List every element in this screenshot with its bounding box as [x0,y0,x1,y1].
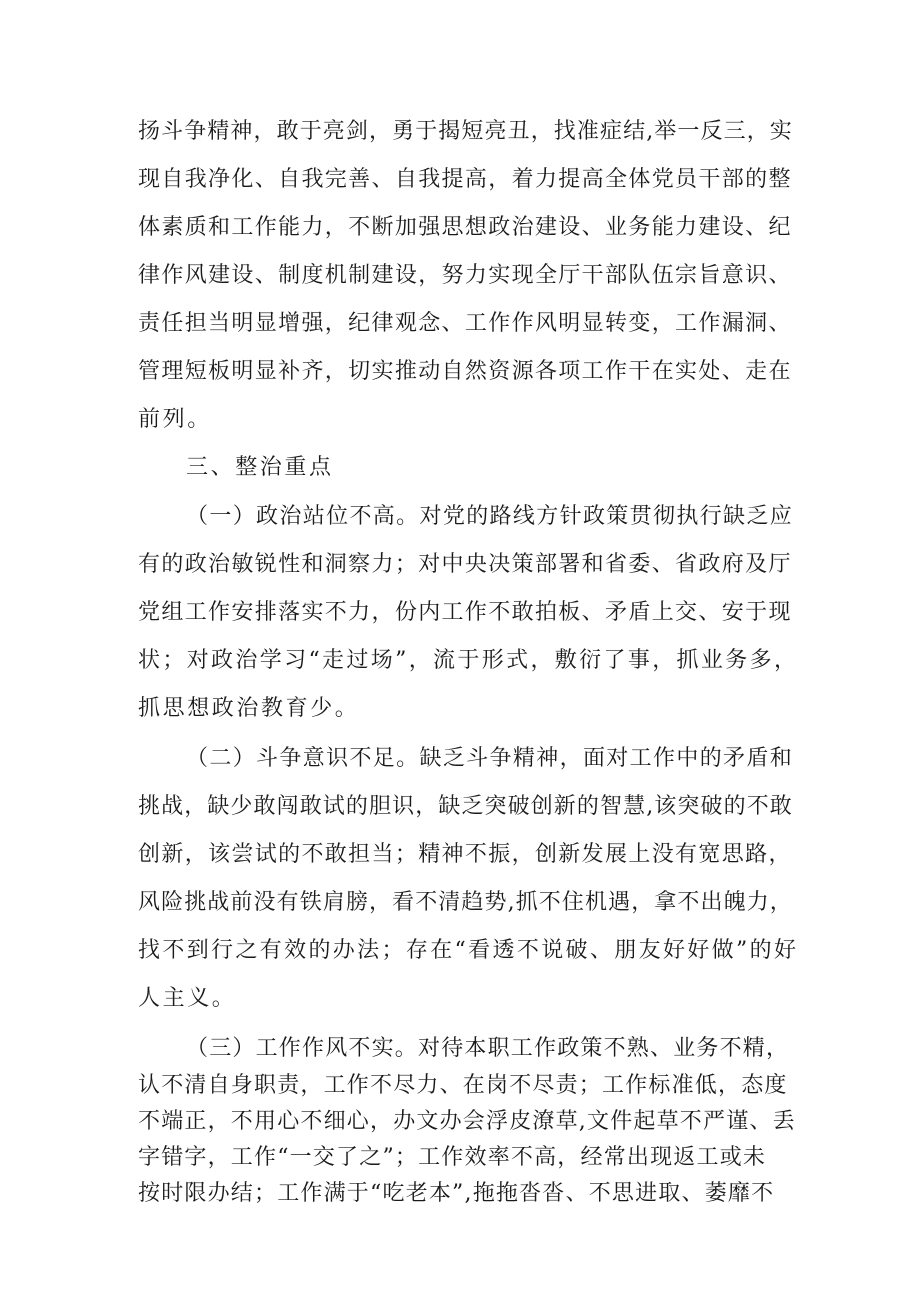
paragraph-1-line-7: 前列。 [138,407,212,432]
paragraph-3-line-1: （二）斗争意识不足。缺乏斗争精神，面对工作中的矛盾和 [186,746,794,771]
paragraph-1-line-2: 现自我净化、自我完善、自我提高，着力提高全体党员干部的整 [138,167,792,192]
paragraph-3-line-4: 风险挑战前没有铁肩膀，看不清趋势,抓不住机遇，拿不出魄力， [138,890,793,915]
paragraph-4-line-2: 认不清自身职责，工作不尽力、在岗不尽责；工作标准低，态度 [138,1073,788,1098]
paragraph-1-line-1: 扬斗争精神，敢于亮剑，勇于揭短亮丑，找准症结,举一反三，实 [138,119,793,144]
paragraph-2-line-5: 抓思想政治教育少。 [138,696,360,721]
section-heading: 三、整治重点 [186,455,334,480]
paragraph-3-line-5: 找不到行之有效的办法；存在“看透不说破、朋友好好做”的好 [138,938,799,963]
paragraph-4-line-3: 不端正，不用心不细心，办文办会浮皮潦草,文件起草不严谨、丢 [138,1109,796,1134]
paragraph-3-line-2: 挑战，缺少敢闯敢试的胆识，缺乏突破创新的智慧,该突破的不敢 [138,794,793,819]
paragraph-1-line-3: 体素质和工作能力，不断加强思想政治建设、业务能力建设、纪 [138,215,792,240]
paragraph-4-line-5: 按时限办结；工作满于“吃老本”,拖拖沓沓、不思进取、萎靡不 [138,1181,775,1206]
paragraph-4-line-4: 字错字，工作“一交了之”；工作效率不高，经常出现返工或未 [138,1145,767,1170]
paragraph-4-line-1: （三）工作作风不实。对待本职工作政策不熟、业务不精， [186,1036,790,1061]
paragraph-1-line-5: 责任担当明显增强，纪律观念、工作作风明显转变，工作漏洞、 [138,311,792,336]
paragraph-1-line-4: 律作风建设、制度机制建设，努力实现全厅干部队伍宗旨意识、 [138,263,792,288]
paragraph-3-line-6: 人主义。 [138,986,237,1011]
paragraph-2-line-2: 有的政治敏锐性和洞察力；对中央决策部署和省委、省政府及厅 [138,552,792,577]
paragraph-2-line-1: （一）政治站位不高。对党的路线方针政策贯彻执行缺乏应 [186,504,794,529]
paragraph-3-line-3: 创新，该尝试的不敢担当；精神不振，创新发展上没有宽思路， [138,842,792,867]
paragraph-2-line-3: 党组工作安排落实不力，份内工作不敢拍板、矛盾上交、安于现 [138,600,792,625]
paragraph-1-line-6: 管理短板明显补齐，切实推动自然资源各项工作干在实处、走在 [138,359,792,384]
paragraph-2-line-4: 状；对政治学习“走过场”，流于形式，敷衍了事，抓业务多， [138,648,799,673]
